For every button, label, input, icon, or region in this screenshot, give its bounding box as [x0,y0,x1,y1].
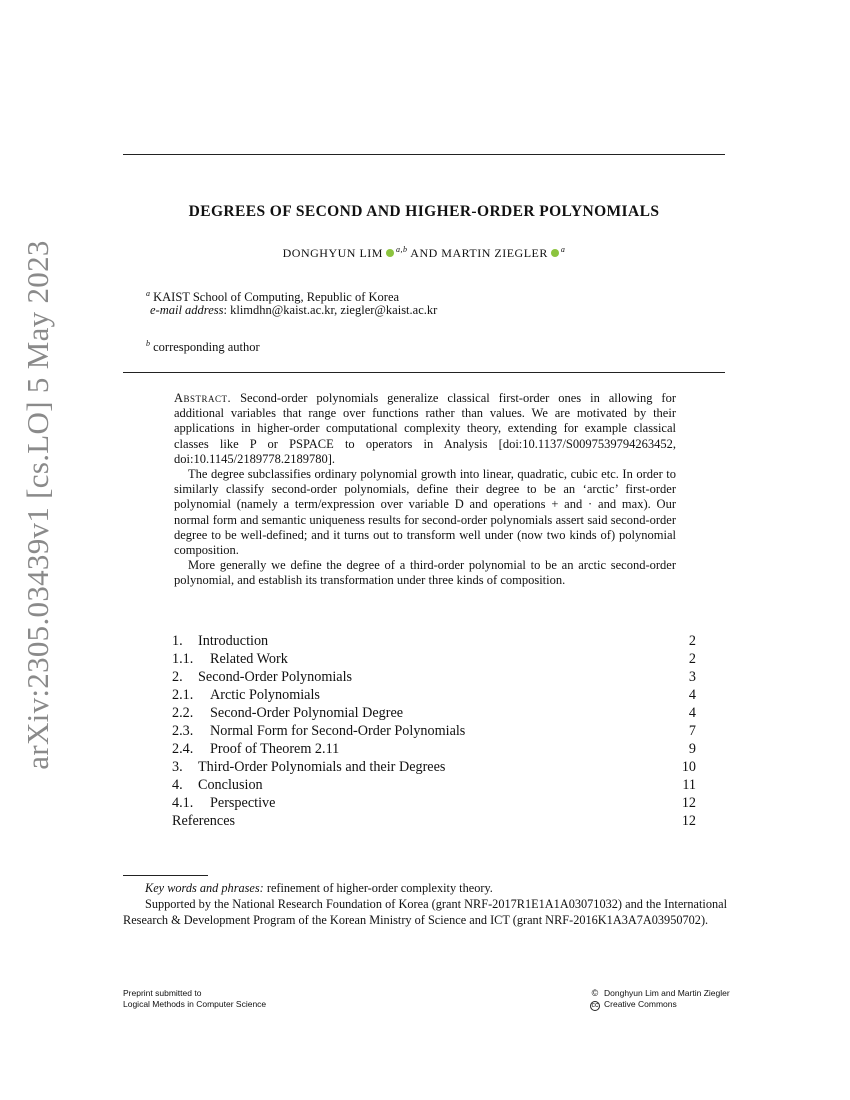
toc-entry-page: 10 [681,759,696,775]
toc-entry-number: 2. [172,669,183,685]
toc-entry-number: 1. [172,633,183,649]
toc-entry-page: 2 [688,651,696,667]
author-1-affil-marks: a,b [395,245,408,254]
toc-entry-title: Third-Order Polynomials and their Degrees [198,759,446,775]
journal-note [123,988,266,1009]
toc-entry[interactable] [172,794,696,812]
table-of-contents [172,632,696,830]
affil-mark-a: a [146,289,150,298]
toc-entry-title: Second-Order Polynomial Degree [210,705,404,721]
journal-name[interactable]: Logical Methods in Computer Science [123,998,267,1009]
orcid-icon[interactable] [386,249,394,257]
authors-line [123,245,725,261]
abstract [174,391,676,589]
orcid-icon[interactable] [551,249,559,257]
toc-entry[interactable] [172,650,696,668]
toc-entry-page: 3 [688,669,696,685]
toc-entry-title: Perspective [210,795,276,811]
toc-entry-number: 4. [172,777,183,793]
toc-entry-title: Introduction [198,633,269,649]
support-footnote: Supported by the National Research Foundation of Korea (grant NRF-2017R1E1A1A03071032) and the International Research & Development Program of the Korean Ministry of Science and ICT (grant NRF-2016K1A3A7A03950702). [123,897,727,927]
footnotes [123,880,727,928]
copyright-holders: Donghyun Lim and Martin Ziegler [604,988,730,998]
abstract-p1 [174,391,676,467]
toc-entry[interactable] [172,722,696,740]
toc-entry-number: 1.1. [172,651,194,667]
author-2[interactable]: MARTIN ZIEGLER [441,246,548,260]
toc-entry-title: Arctic Polynomials [210,687,320,703]
toc-entry-number: 2.3. [172,723,194,739]
toc-entry-page: 4 [688,687,696,703]
toc-entry[interactable] [172,632,696,650]
toc-entry-page: 4 [688,705,696,721]
toc-entry[interactable] [172,740,696,758]
license-name[interactable]: Creative Commons [604,998,677,1009]
toc-entry[interactable] [172,704,696,722]
toc-entry-number: 2.1. [172,687,194,703]
toc-entry-page: 7 [688,723,696,739]
toc-entry-title: Proof of Theorem 2.11 [210,741,340,757]
abstract-p2: The degree subclassifies ordinary polynomial growth into linear, quadratic, cubic etc. In order to similarly classify second-order polynomials, define their degree to be an ‘arctic’ first-order polynomial (namely a term/expression over variable D and operations + and · and max). Our normal form and semantic uniqueness results for second-order polynomials assert said second-order degree to be well-defined; and it turns out to transform well under (now two kinds of) polynomial composition. [174,467,676,558]
email-addresses[interactable]: klimdhn@kaist.ac.kr, ziegler@kaist.ac.kr [230,303,438,317]
keywords-text: refinement of higher-order complexity theory. [266,881,493,895]
toc-entry-page: 11 [682,777,696,793]
author-2-affil-marks: a [560,245,566,254]
toc-entry-page: 12 [681,795,696,811]
toc-entry-title: Related Work [210,651,288,667]
creative-commons-icon: cc [591,1001,599,1009]
footnote-rule [123,875,208,876]
toc-entry[interactable] [172,686,696,704]
abstract-p1-text: Second-order polynomials generalize classical first-order ones in allowing for additional variables that range over functions rather than values. We are motivated by their applications in higher-order computational complexity theory, extending for example classical classes like P or PSPACE to operators in Analysis [doi:10.1137/S0097539794263452, doi:10.1145/2189778.2189780]. [174,391,677,466]
abstract-p3: More generally we define the degree of a third-order polynomial to be an arctic second-order polynomial, and establish its transformation under three kinds of composition. [174,558,676,588]
toc-entry-title: Normal Form for Second-Order Polynomials [210,723,466,739]
paper-title: DEGREES OF SECOND AND HIGHER-ORDER POLYNOMIALS [188,203,660,220]
arxiv-side-stamp: arXiv:2305.03439v1 [cs.LO] 5 May 2023 [20,240,55,770]
author-connector: AND [410,246,438,260]
toc-entry-number: 4.1. [172,795,194,811]
keywords-footnote [123,880,727,896]
toc-entry[interactable] [172,758,696,776]
copyright-icon: © [591,988,599,998]
preprint-label: Preprint submitted to [123,988,202,998]
keywords-label: Key words and phrases: [145,881,264,895]
section-rule [123,372,725,373]
affiliation-b [146,336,260,355]
toc-entry-number: 2.2. [172,705,194,721]
author-1[interactable]: DONGHYUN LIM [282,246,383,260]
toc-entry-title: References [172,813,236,829]
toc-entry[interactable] [172,812,696,830]
toc-entry-number: 2.4. [172,741,194,757]
email-label: e-mail address [150,303,224,317]
toc-entry-page: 12 [681,813,696,829]
toc-entry-page: 2 [688,633,696,649]
abstract-heading: Abstract. [174,391,232,405]
toc-entry-page: 9 [688,741,696,757]
affil-b-text: corresponding author [153,340,260,354]
top-rule [123,154,725,155]
toc-entry-title: Conclusion [198,777,263,793]
affil-mark-b: b [146,339,150,348]
email-line: e-mail address: klimdhn@kaist.ac.kr, ziegler@kaist.ac.kr [150,303,438,317]
license-note [590,988,730,1011]
toc-entry[interactable] [172,668,696,686]
toc-entry-number: 3. [172,759,183,775]
toc-entry-title: Second-Order Polynomials [198,669,353,685]
affil-a-text: KAIST School of Computing, Republic of Korea [153,290,400,304]
toc-entry[interactable] [172,776,696,794]
